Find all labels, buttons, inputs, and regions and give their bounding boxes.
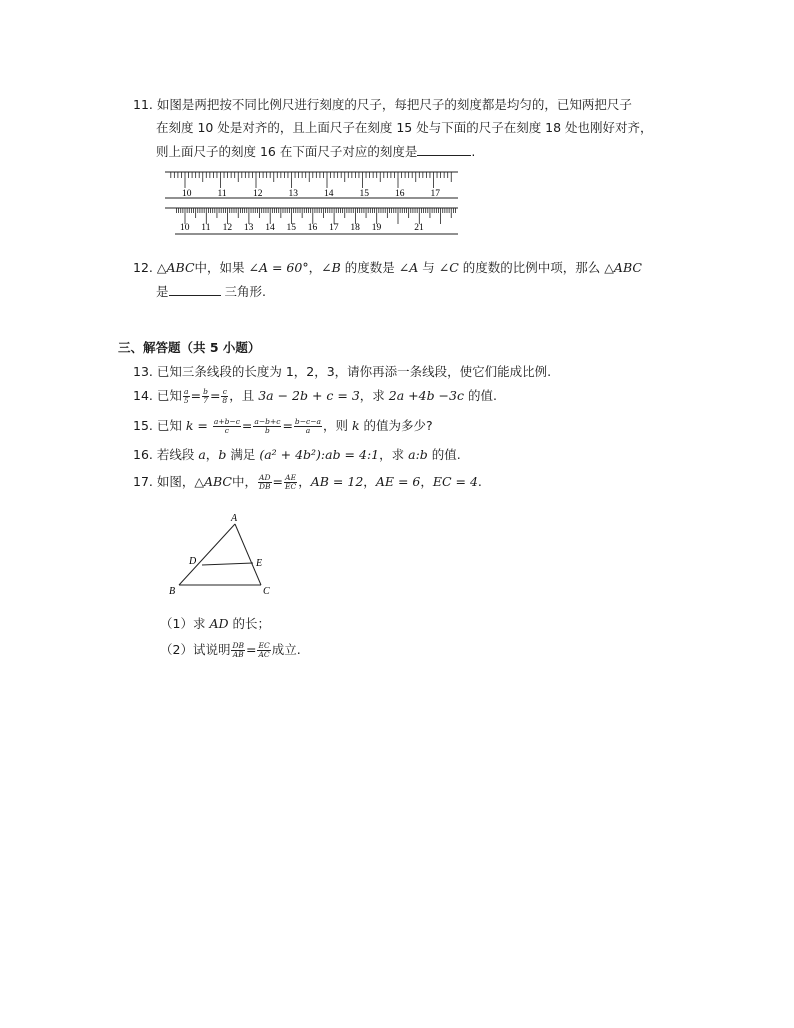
q12-angle-c: ∠C (438, 260, 459, 275)
label-e: E (256, 558, 263, 569)
top-ruler-label: 13 (288, 189, 298, 199)
q14-expression: 2a +4b −3c (388, 388, 464, 403)
bottom-ruler-label: 13 (243, 223, 254, 233)
q12-text: 与 (422, 260, 435, 275)
top-ruler-ticks (171, 172, 451, 188)
q12-text: 三角形. (224, 284, 266, 299)
fraction: $\frac{a+b-c}{c}$ (213, 417, 240, 435)
bottom-ruler-labels (180, 223, 424, 233)
q12-text: ， (308, 260, 322, 275)
q12-text: 的度数是 (344, 260, 395, 275)
bottom-ruler-label: 14 (265, 223, 275, 233)
q17-number: 17. 如图， (133, 474, 195, 489)
fraction: $\frac{c}{8}$ (222, 387, 228, 405)
rulers-figure (165, 168, 465, 240)
q11-line-2: 在刻度 10 处是对齐的，且上面尺子在刻度 15 处与下面的尺子在刻度 18 处也刚好对齐， (156, 120, 653, 135)
q12-angle-a-value: ∠A = 60° (248, 260, 309, 275)
q14-number: 14. 已知 (133, 388, 182, 403)
fraction: $\frac{AD}{DB}$ (259, 473, 271, 491)
fraction: $\frac{b-c-a}{a}$ (294, 417, 321, 435)
q14: 14. 已知 $\frac{a}{5}$ = $\frac{b}{7}$ = $\frac{c}{8}$ ，且 3a − 2b + c = 3，求 2a +4b −3c 的值. (133, 387, 497, 405)
fraction: $\frac{b}{7}$ (203, 387, 208, 405)
triangle-figure (165, 510, 280, 600)
top-ruler-label: 15 (359, 189, 369, 199)
triangle-symbol: △ (156, 260, 167, 275)
q17-sub-1: （1）求 AD 的长； (160, 616, 270, 631)
top-ruler-label: 17 (430, 189, 440, 199)
q12-text: 的度数的比例中项，那么 (462, 260, 601, 275)
top-ruler-label: 14 (324, 189, 334, 199)
bottom-ruler-label: 15 (286, 223, 296, 233)
bottom-ruler-label: 21 (414, 223, 424, 233)
q11-line-3-text: 则上面尺子的刻度 16 在下面尺子对应的刻度是 (156, 144, 418, 159)
q12-abc: ABC (166, 260, 195, 275)
bottom-ruler-label: 18 (350, 223, 360, 233)
bottom-ruler-label: 17 (329, 223, 339, 233)
triangle-symbol: △ (604, 260, 614, 275)
q12-line-1 (133, 258, 642, 276)
q12-answer-blank (169, 283, 221, 296)
segment-de (202, 563, 253, 565)
label-c: C (263, 586, 270, 597)
q17-sub-2: （2）试说明 $\frac{DB}{AB}$ = $\frac{EC}{AC}$ 成立. (160, 641, 301, 659)
q17: 17. 如图，△ABC中， $\frac{AD}{DB}$ = $\frac{AE}{EC}$ ，AB = 12，AE = 6，EC = 4. (133, 473, 482, 491)
bottom-ruler-label: 10 (180, 223, 190, 233)
label-a: A (231, 513, 238, 524)
fraction: $\frac{EC}{AC}$ (258, 641, 270, 659)
side-ac (235, 524, 261, 585)
q13: 13. 已知三条线段的长度为 1，2，3，请你再添一条线段，使它们能成比例. (133, 364, 552, 379)
q12-text: 是 (156, 284, 169, 299)
fraction: $\frac{a}{5}$ (183, 387, 189, 405)
bottom-ruler-label: 16 (307, 223, 318, 233)
q12-number: 12. (133, 260, 153, 275)
top-ruler-label: 16 (395, 189, 405, 199)
side-ab (179, 524, 235, 585)
fraction: $\frac{AE}{EC}$ (285, 473, 297, 491)
bottom-ruler-label: 12 (222, 223, 233, 233)
q11-period: . (471, 144, 476, 159)
q12-abc: ABC (613, 260, 642, 275)
q16-number: 16. 若线段 (133, 447, 195, 462)
q14-equation: 3a − 2b + c = 3 (258, 388, 360, 403)
top-ruler-label: 12 (253, 189, 263, 199)
bottom-ruler-label: 11 (201, 223, 211, 233)
bottom-ruler-label: 19 (371, 223, 382, 233)
q11-line-1: 11. 如图是两把按不同比例尺进行刻度的尺子，每把尺子的刻度都是均匀的，已知两把尺子 (133, 97, 632, 112)
q12-text: 中，如果 (194, 260, 245, 275)
top-ruler-label: 11 (217, 189, 227, 199)
q15-number: 15. 已知 (133, 418, 182, 433)
q11-answer-blank (417, 143, 471, 156)
fraction: $\frac{DB}{AB}$ (232, 641, 244, 659)
bottom-ruler-ticks (176, 208, 455, 224)
q12-angle-b: ∠B (321, 260, 341, 275)
top-ruler-label: 10 (182, 189, 192, 199)
label-b: B (169, 586, 176, 597)
q15: 15. 已知 k = $\frac{a+b-c}{c}$ = $\frac{a-b+c}{b}$ = $\frac{b-c-a}{a}$ ，则 k 的值为多少? (133, 417, 433, 435)
q16-equation: (a² + 4b²):ab = 4:1 (259, 447, 380, 462)
q12-angle-a: ∠A (398, 260, 419, 275)
q11-line-3 (156, 142, 475, 160)
top-ruler (165, 172, 458, 198)
q16: 16. 若线段 a，b 满足 (a² + 4b²):ab = 4:1，求 a:b 的值. (133, 447, 461, 462)
label-d: D (189, 556, 197, 567)
q12-line-2 (156, 282, 266, 300)
section-3-heading: 三、解答题（共 5 小题） (118, 340, 261, 355)
fraction: $\frac{a-b+c}{b}$ (254, 417, 281, 435)
q16-ratio: a:b (408, 447, 428, 462)
